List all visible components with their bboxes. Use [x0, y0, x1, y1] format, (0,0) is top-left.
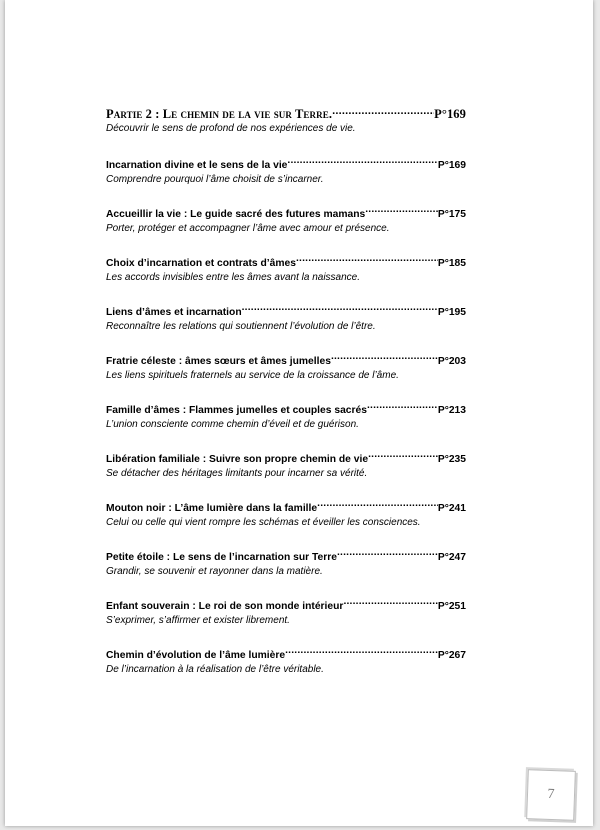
toc-part-heading: [106, 106, 466, 136]
toc-entry: [106, 254, 466, 285]
part-subtitle: Découvrir le sens de profond de nos expériences de vie.: [106, 123, 356, 134]
toc-entry-page: P°169: [437, 160, 466, 171]
toc-entry-subtitle: De l’incarnation à la réalisation de l’être véritable.: [106, 664, 324, 675]
toc-entry-page: P°195: [437, 307, 466, 318]
toc-entry-title: Incarnation divine et le sens de la vie: [106, 160, 288, 171]
table-of-contents: [106, 106, 466, 695]
part-title-line: [106, 106, 466, 122]
page-number-badge: [526, 769, 576, 821]
toc-entry-line: [106, 303, 466, 320]
toc-entry: [106, 597, 466, 628]
toc-entry-line: [106, 401, 466, 418]
toc-entry-page: P°203: [437, 356, 466, 367]
toc-entry-page: P°185: [437, 258, 466, 269]
toc-entry-line: [106, 499, 466, 516]
toc-entry-title: Choix d’incarnation et contrats d’âmes: [106, 258, 296, 269]
leader-dots: [317, 499, 438, 511]
toc-entry-subtitle: Les liens spirituels fraternels au service de la croissance de l’âme.: [106, 370, 399, 381]
toc-entry-subtitle: Les accords invisibles entre les âmes avant la naissance.: [106, 272, 361, 283]
toc-entry: [106, 205, 466, 236]
toc-entry-title: Liens d’âmes et incarnation: [106, 307, 242, 318]
toc-entry-page: P°235: [437, 454, 466, 465]
toc-entry: [106, 548, 466, 579]
toc-entry-title: Petite étoile : Le sens de l’incarnation sur Terre: [106, 552, 337, 563]
toc-entry-page: P°267: [437, 650, 466, 661]
toc-entry-line: [106, 156, 466, 173]
leader-dots: [296, 254, 438, 266]
toc-entry-subtitle: Comprendre pourquoi l’âme choisit de s’incarner.: [106, 174, 324, 185]
toc-entry: [106, 401, 466, 432]
toc-entry-subtitle: Celui ou celle qui vient rompre les schémas et éveiller les consciences.: [106, 517, 421, 528]
toc-entry: [106, 646, 466, 677]
toc-entry-line: [106, 548, 466, 565]
toc-entry-page: P°251: [437, 601, 466, 612]
toc-entry-title: Libération familiale : Suivre son propre chemin de vie: [106, 454, 369, 465]
leader-dots: [337, 548, 438, 560]
leader-dots: [343, 597, 437, 609]
toc-entry-page: P°175: [437, 209, 466, 220]
toc-entry-line: [106, 450, 466, 467]
leader-dots: [368, 450, 438, 462]
leader-dots: [332, 106, 434, 120]
toc-entry-title: Mouton noir : L’âme lumière dans la famille: [106, 503, 318, 514]
toc-entry: [106, 156, 466, 187]
toc-entry-page: P°247: [437, 552, 466, 563]
toc-entry-line: [106, 254, 466, 271]
part-title: Partie 2 : Le chemin de la vie sur Terre.: [106, 107, 333, 121]
toc-entry-title: Accueillir la vie : Le guide sacré des futures mamans: [106, 209, 366, 220]
toc-entry-subtitle: Porter, protéger et accompagner l’âme avec amour et présence.: [106, 223, 390, 234]
leader-dots: [367, 401, 438, 413]
toc-entry-line: [106, 352, 466, 369]
document-page: [5, 0, 593, 826]
leader-dots: [365, 205, 438, 217]
toc-entry-line: [106, 597, 466, 614]
toc-entry-line: [106, 205, 466, 222]
toc-entry-title: Chemin d’évolution de l’âme lumière: [106, 650, 286, 661]
toc-entry: [106, 303, 466, 334]
leader-dots: [287, 156, 437, 168]
toc-entry: [106, 352, 466, 383]
toc-entry-line: [106, 646, 466, 663]
toc-entry-subtitle: Reconnaître les relations qui soutiennent l’évolution de l’être.: [106, 321, 376, 332]
toc-entry-title: Famille d’âmes : Flammes jumelles et couples sacrés: [106, 405, 367, 416]
page-number: 7: [547, 786, 555, 803]
leader-dots: [331, 352, 438, 364]
part-page: P°169: [434, 107, 466, 121]
leader-dots: [242, 303, 438, 315]
toc-entry-subtitle: Grandir, se souvenir et rayonner dans la matière.: [106, 566, 323, 577]
toc-entry: [106, 450, 466, 481]
toc-entry-page: P°241: [437, 503, 466, 514]
toc-entry-subtitle: L’union consciente comme chemin d’éveil et de guérison.: [106, 419, 359, 430]
toc-entry-title: Fratrie céleste : âmes sœurs et âmes jumelles: [106, 356, 331, 367]
toc-entry-subtitle: S’exprimer, s’affirmer et exister librement.: [106, 615, 290, 626]
toc-entry-title: Enfant souverain : Le roi de son monde intérieur: [106, 601, 344, 612]
toc-entry-subtitle: Se détacher des héritages limitants pour incarner sa vérité.: [106, 468, 368, 479]
leader-dots: [285, 646, 438, 658]
toc-entry-page: P°213: [437, 405, 466, 416]
toc-entry: [106, 499, 466, 530]
